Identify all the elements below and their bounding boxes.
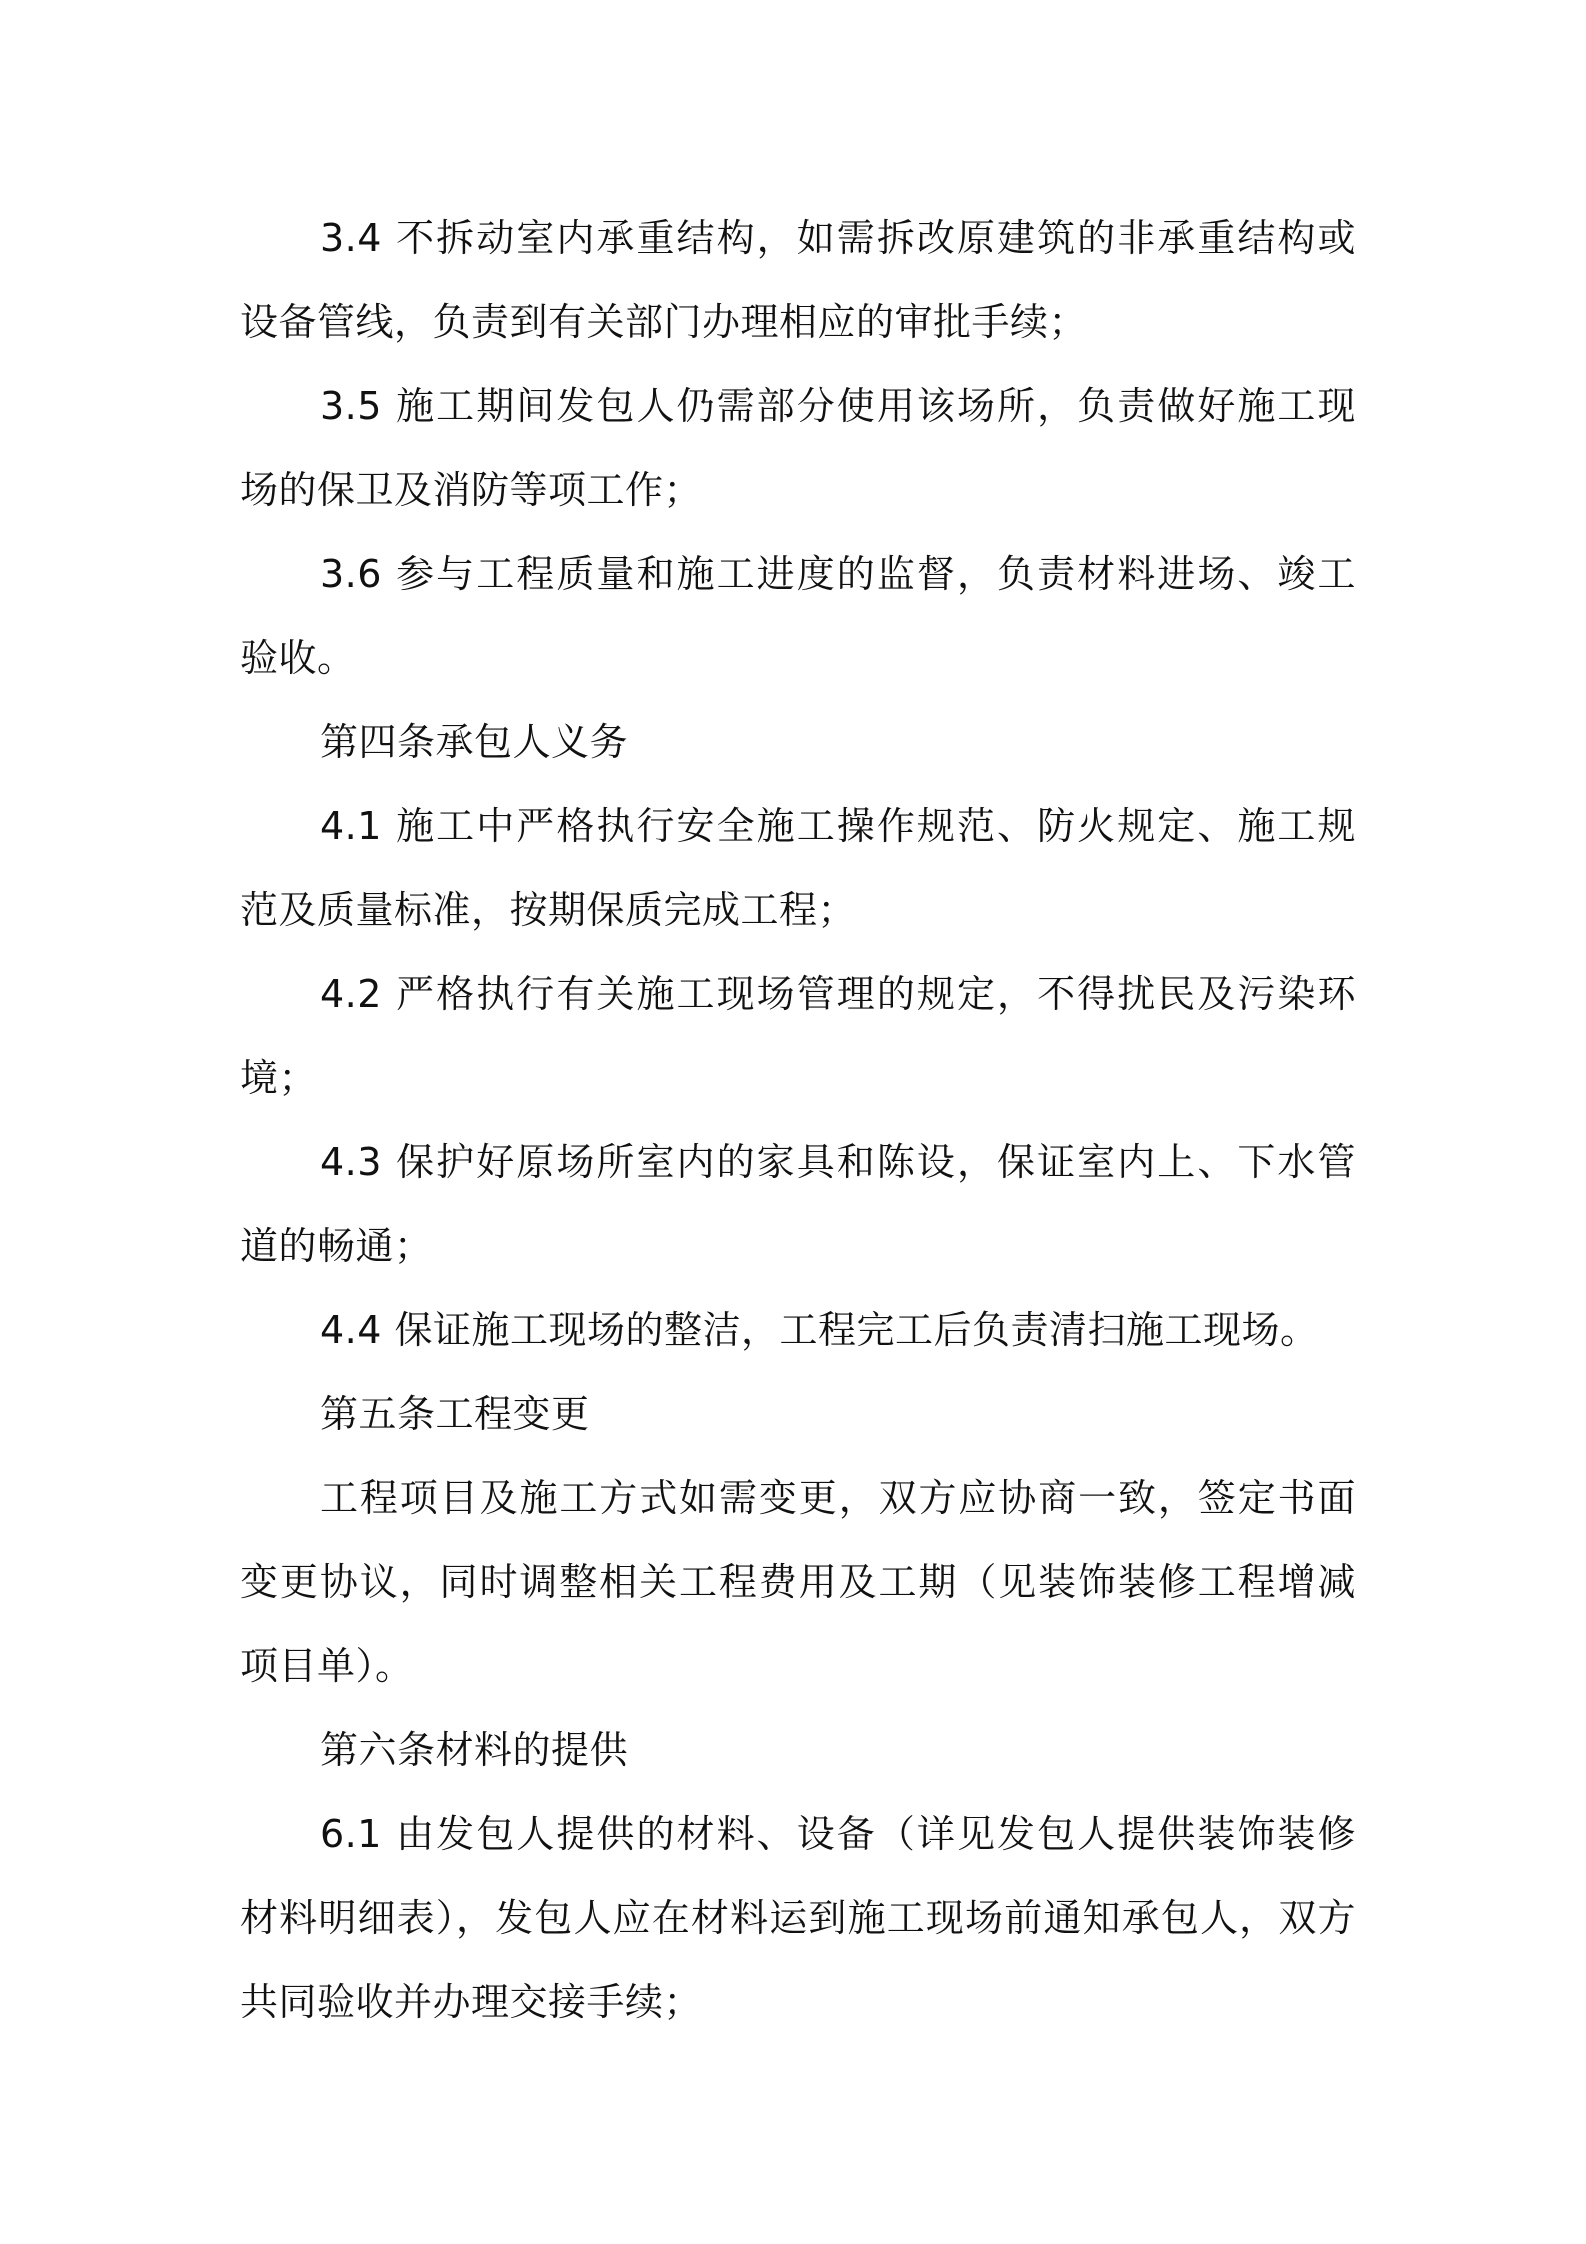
article-6-heading: 第六条材料的提供: [320, 1728, 629, 1772]
document-page: [240, 196, 1356, 2044]
clause-3-4: 3.4 不拆动室内承重结构，如需拆改原建筑的非承重结构或设备管线，负责到有关部门办理相应的审批手续；: [240, 216, 1356, 344]
clause-4-2: 4.2 严格执行有关施工现场管理的规定，不得扰民及污染环境；: [240, 972, 1356, 1100]
clause-3-5: 3.5 施工期间发包人仍需部分使用该场所，负责做好施工现场的保卫及消防等项工作；: [240, 384, 1356, 512]
clause-4-1: 4.1 施工中严格执行安全施工操作规范、防火规定、施工规范及质量标准，按期保质完成工程；: [240, 804, 1356, 932]
article-5-heading: 第五条工程变更: [320, 1392, 590, 1436]
clause-6-1: 6.1 由发包人提供的材料、设备（详见发包人提供装饰装修材料明细表），发包人应在材料运到施工现场前通知承包人，双方共同验收并办理交接手续；: [240, 1812, 1356, 2024]
clause-4-4: 4.4 保证施工现场的整洁，工程完工后负责清扫施工现场。: [320, 1308, 1319, 1352]
article-4-heading: 第四条承包人义务: [320, 720, 629, 764]
clause-4-3: 4.3 保护好原场所室内的家具和陈设，保证室内上、下水管道的畅通；: [240, 1140, 1356, 1268]
article-5-body: 工程项目及施工方式如需变更，双方应协商一致，签定书面变更协议，同时调整相关工程费用及工期（见装饰装修工程增减项目单）。: [240, 1476, 1356, 1688]
clause-3-6: 3.6 参与工程质量和施工进度的监督，负责材料进场、竣工验收。: [240, 552, 1356, 680]
